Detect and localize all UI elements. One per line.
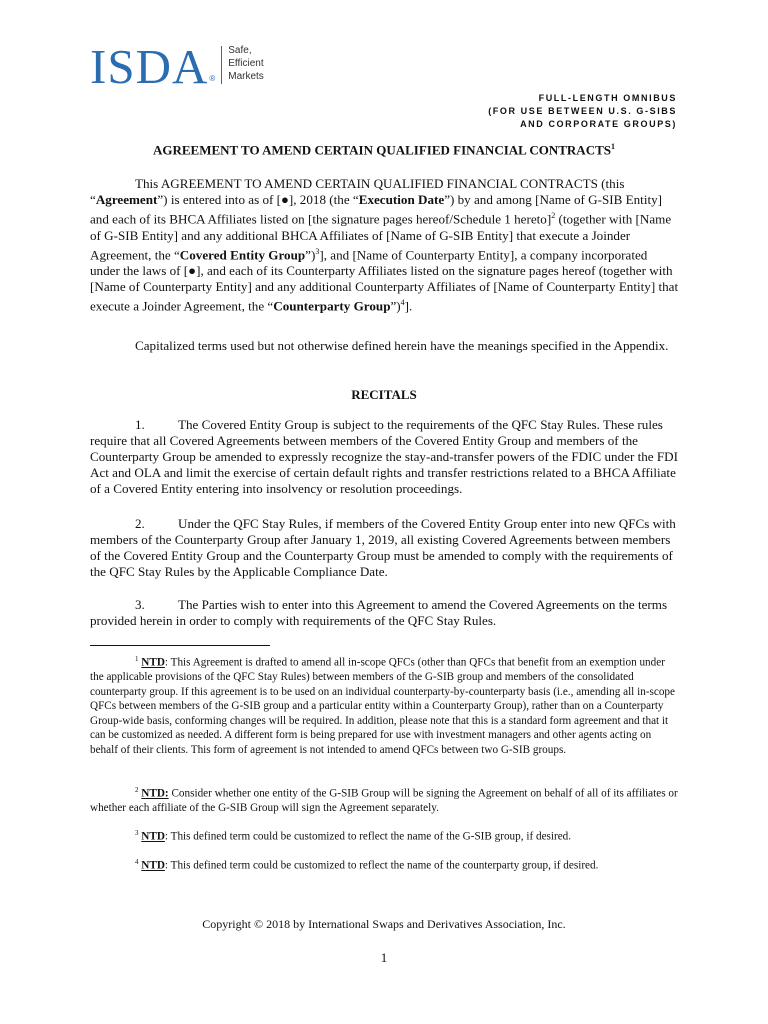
footnote-ref: 4 (400, 298, 405, 308)
recital-number: 3. (135, 597, 145, 612)
document-title (0, 142, 768, 158)
recitals-heading: RECITALS (351, 387, 417, 402)
ntd-label: NTD (141, 830, 165, 843)
form-type-label (488, 92, 677, 131)
tagline-line: Markets (228, 71, 264, 82)
tagline-line: Efficient (228, 58, 264, 69)
recital-number: 2. (135, 516, 145, 531)
intro-paragraph: This AGREEMENT TO AMEND CERTAIN QUALIFIED FINANCIAL CONTRACTS (this “Agreement”) is entered into as of [●], 2018 (the “Execution Date”) by and among [Name of G-SIB Entity] and each of its BHCA Affiliates listed on [the signature pages hereof/Schedule 1 hereto]$^2$ (together with [Name of G-SIB Entity] and any additional BHCA Affiliates of [Name of G-SIB Entity] that execute a Joinder Agreement, the “Covered Entity Group”)$^3$], and [Name of Counterparty Entity], a company incorporated under the laws of [●], and each of its Counterparty Affiliates listed on the signature pages hereof (together with [Name of Counterparty Entity] and any additional Counterparty Affiliates of [Name of Counterparty Entity] that execute a Joinder Agreement, the “Counterparty Group”)$^4$]. (90, 176, 679, 314)
logo-wordmark: ISDA (90, 39, 209, 94)
tagline-line: Safe, (228, 45, 252, 56)
footnote-ref: 2 (551, 211, 556, 221)
logo-divider (221, 46, 222, 84)
recital-item: 3. The Parties wish to enter into this Agreement to amend the Covered Agreements on the terms provided herein in order to comply with requirements of the QFC Stay Rules. (90, 597, 668, 629)
logo-tagline (228, 44, 264, 83)
footnote-ref: 3 (315, 246, 320, 256)
footnote-separator (90, 645, 270, 646)
ntd-label: NTD (141, 656, 165, 669)
footnote-number: 1 (135, 655, 139, 663)
recital-item: 2. Under the QFC Stay Rules, if members of the Covered Entity Group enter into new QFCs with members of the Counterparty Group after January 1, 2019, all existing Covered Agreements between members of the Covered Entity Group and the Counterparty Group must be amended to comply with the requirements of the QFC Stay Rules by the Applicable Compliance Date. (90, 516, 676, 580)
recital-item: 1. The Covered Entity Group is subject to the requirements of the QFC Stay Rules. These rules require that all Covered Agreements between members of the Covered Entity Group and members of the Counterparty Group be amended to expressly recognize the stay-and-transfer powers of the FDIC under the FDI Act and OLA and limit the exercise of certain default rights and transfer restrictions related to a BHCA Affiliate of a Covered Entity entering into insolvency or resolution proceedings. (90, 417, 678, 497)
footnote-number: 2 (135, 786, 139, 794)
form-type-line: (FOR USE BETWEEN U.S. G-SIBS (488, 106, 677, 116)
defined-term: Counterparty Group (273, 298, 391, 314)
footnote-number: 3 (135, 829, 139, 837)
page-number: 1 (380, 950, 388, 965)
footnote-number: 4 (135, 858, 139, 866)
recital-number: 1. (135, 417, 145, 432)
defined-term: Agreement (95, 192, 158, 208)
copyright-notice: Copyright © 2018 by International Swaps and Derivatives Association, Inc. (202, 917, 566, 931)
footnote: $^1$ NTD: This Agreement is drafted to amend all in-scope QFCs (other than QFCs that benefit from an exemption under the applicable provisions of the QFC Stay Rules) between members of the G-SIB group and members of the consolidated counterparty group. If this agreement is to be used on an individual counterparty-by-counterparty basis (i.e., amending all in-scope QFCs between members of the G-SIB group and a particular entity within a Counterparty Group), rather than on a Counterparty Group-wide basis, conforming changes will be required. In addition, please note that this is a standard form agreement and that it can be customized as needed. A different form is being prepared for use with investment managers and other agents acting on behalf of their clients. This form of agreement is not intended to amend QFCs between two G-SIB groups. (90, 655, 675, 756)
ntd-label: NTD (141, 859, 165, 872)
footnote: $^2$ NTD: Consider whether one entity of the G-SIB Group will be signing the Agreement on behalf of all of its affiliates or whether each affiliate of the G-SIB Group will sign the Agreement separately. (90, 786, 678, 815)
title-text: AGREEMENT TO AMEND CERTAIN QUALIFIED FINANCIAL CONTRACTS (153, 142, 611, 158)
ntd-label: NTD: (141, 787, 169, 800)
defined-term: Execution Date (358, 192, 445, 208)
footnote-ref: 1 (610, 142, 615, 151)
isda-logo (90, 39, 264, 94)
footnote: $^4$ NTD: This defined term could be customized to reflect the name of the counterparty group, if desired. (135, 858, 599, 872)
form-type-line: FULL-LENGTH OMNIBUS (538, 93, 677, 103)
footnote: $^3$ NTD: This defined term could be customized to reflect the name of the G-SIB group, if desired. (135, 829, 572, 843)
definitions-paragraph: Capitalized terms used but not otherwise defined herein have the meanings specified in the Appendix. (135, 338, 669, 353)
form-type-line: AND CORPORATE GROUPS) (520, 119, 677, 129)
registered-mark: ® (209, 74, 216, 83)
defined-term: Covered Entity Group (179, 247, 306, 263)
